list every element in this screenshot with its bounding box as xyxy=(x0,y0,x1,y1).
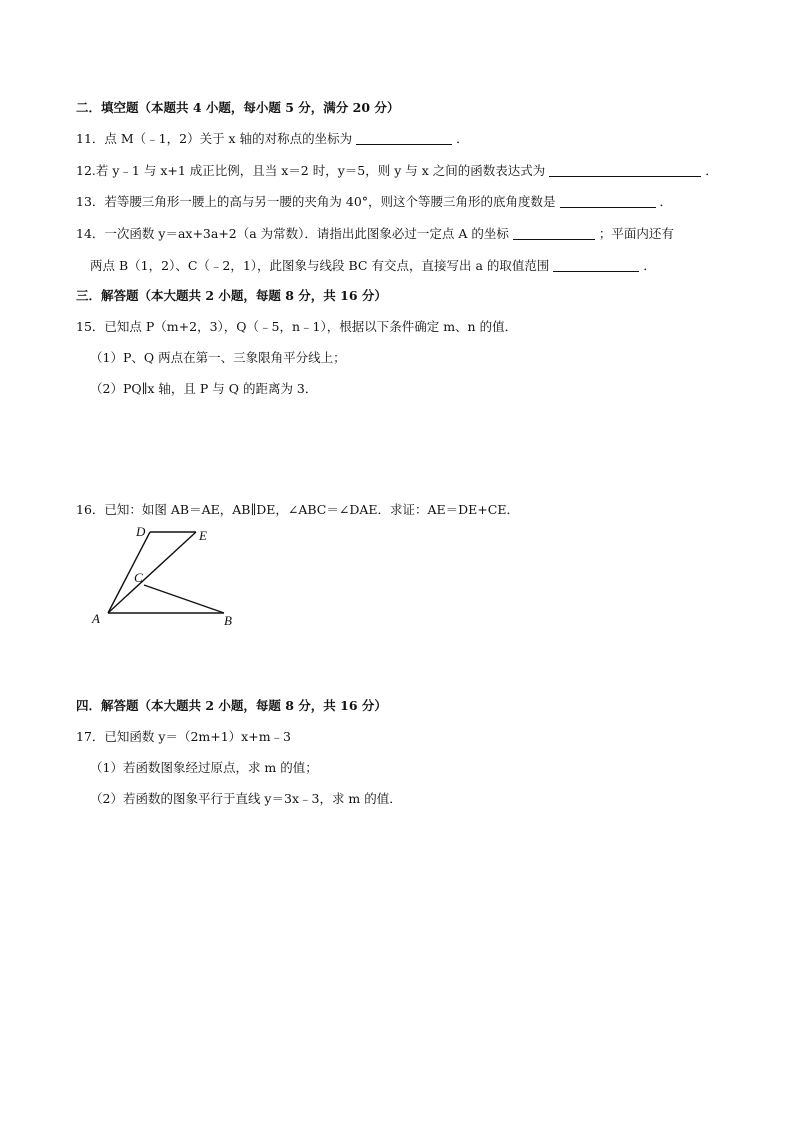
section-3-heading: 三．解答题（本大题共 2 小题，每题 8 分，共 16 分） xyxy=(76,288,387,303)
question-14-text2: 两点 B（1，2）、C（﹣2，1），此图象与线段 BC 有交点，直接写出 a 的取值范围 xyxy=(90,258,550,273)
question-12 xyxy=(76,161,718,181)
question-16: 16．已知：如图 AB＝AE，AB∥DE，∠ABC＝∠DAE．求证：AE＝DE+CE． xyxy=(76,502,519,517)
segment-ae xyxy=(108,532,196,613)
question-14-end: ． xyxy=(643,258,656,273)
segment-cb xyxy=(144,585,224,613)
question-15-part-2: （2）PQ∥x 轴，且 P 与 Q 的距离为 3． xyxy=(90,381,318,396)
label-a: A xyxy=(92,611,100,626)
answer-blank-13[interactable] xyxy=(560,193,656,208)
label-d: D xyxy=(136,524,146,539)
label-c: C xyxy=(134,570,143,585)
question-17: 17．已知函数 y＝（2m+1）x+m﹣3 xyxy=(76,729,292,744)
question-14-mid: ；平面内还有 xyxy=(598,226,674,241)
question-14-text: 14．一次函数 y＝ax+3a+2（a 为常数）．请指出此图象必过一定点 A 的坐标 xyxy=(76,226,509,241)
question-13-text: 13．若等腰三角形一腰上的高与另一腰的夹角为 40°，则这个等腰三角形的底角度数是 xyxy=(76,194,556,209)
question-15-part-1: （1）P、Q 两点在第一、三象限角平分线上； xyxy=(90,350,346,365)
question-14 xyxy=(76,224,674,244)
segment-ad xyxy=(108,532,150,613)
question-11 xyxy=(76,129,469,149)
section-2-heading: 二．填空题（本题共 4 小题，每小题 5 分，满分 20 分） xyxy=(76,100,400,115)
question-14-line2 xyxy=(90,256,656,276)
answer-blank-14a[interactable] xyxy=(513,225,595,240)
question-11-end: ． xyxy=(456,131,469,146)
label-e: E xyxy=(199,528,207,543)
section-4-heading: 四．解答题（本大题共 2 小题，每题 8 分，共 16 分） xyxy=(76,698,387,713)
question-13-end: ． xyxy=(659,194,673,209)
question-15: 15．已知点 P（m+2，3），Q（﹣5，n﹣1），根据以下条件确定 m、n 的值． xyxy=(76,319,518,334)
question-17-part-1: （1）若函数图象经过原点，求 m 的值； xyxy=(90,760,318,775)
question-11-text: 11．点 M（﹣1，2）关于 x 轴的对称点的坐标为 xyxy=(76,131,353,146)
geometry-figure xyxy=(88,520,248,632)
answer-blank-12[interactable] xyxy=(549,162,701,177)
question-12-end: ． xyxy=(705,163,718,178)
answer-blank-11[interactable] xyxy=(356,130,452,145)
question-13 xyxy=(76,192,672,212)
question-12-text: 12.若 y﹣1 与 x+1 成正比例，且当 x＝2 时，y＝5，则 y 与 x 之间的函数表达式为 xyxy=(76,163,546,178)
answer-blank-14b[interactable] xyxy=(553,257,639,272)
question-17-part-2: （2）若函数的图象平行于直线 y＝3x﹣3，求 m 的值． xyxy=(90,791,402,806)
label-b: B xyxy=(224,613,232,628)
